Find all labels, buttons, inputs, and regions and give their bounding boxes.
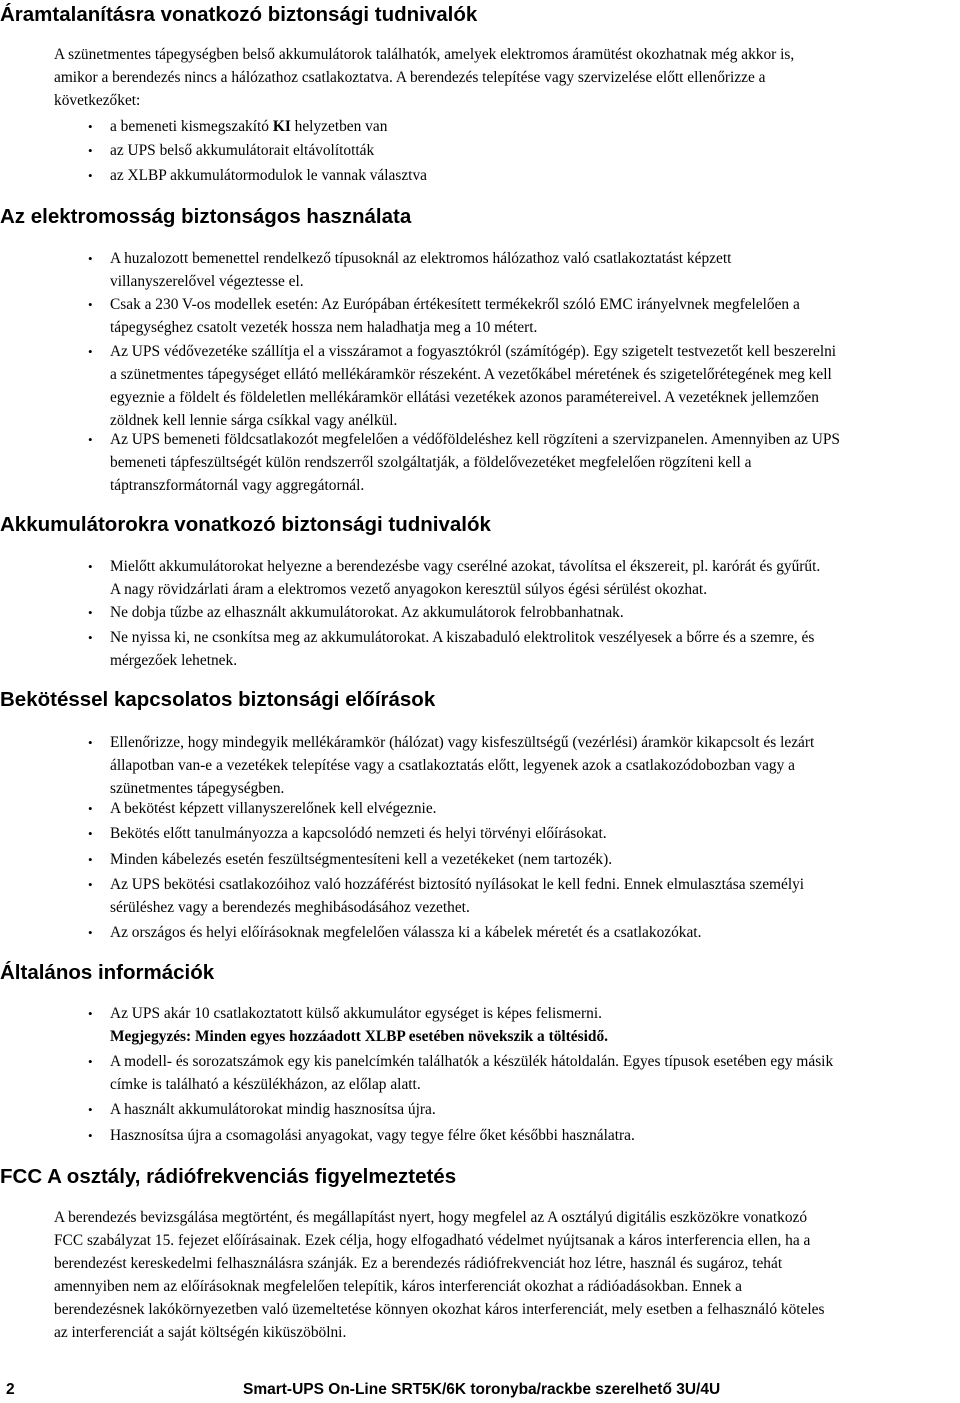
text-line: A nagy rövidzárlati áram a elektromos vezető anyagokon keresztül súlyos égési sérülést okozhat. [110,581,708,598]
text-line: A szünetmentes tápegységben belső akkumulátorok találhatók, amelyek elektromos áramütést okozhatnak még akkor is, [54,46,795,63]
text-line: A berendezés bevizsgálása megtörtént, és megállapítást nyert, hogy megfelel az A osztályú digitális eszközökre vonatkozó [54,1209,808,1226]
list-item [110,848,960,871]
text-line: a szünetmentes tápegységet ellátó mellékáramkör részeként. A vezetőkábel méretének és szigetelőrétegének meg kell [110,366,832,383]
text-line: • A használt akkumulátorokat mindig hasznosítsa újra. [110,1101,436,1118]
list-item [110,555,960,601]
list-item [110,731,960,800]
text-line: • Ne dobja tűzbe az elhasznált akkumulátorokat. Az akkumulátorok felrobbanhatnak. [110,604,624,621]
list-item [110,115,960,138]
list-item [110,428,960,497]
section-title-electrical: Az elektromosság biztonságos használata [0,205,412,228]
fcc-paragraph [54,1206,960,1344]
text-line: amikor a berendezés nincs a hálózathoz csatlakoztatva. A berendezés telepítése vagy szervizelése előtt ellenőrizze a [54,69,766,86]
text-line: berendezést kereskedelmi felhasználásra szánják. Ez a berendezés rádiófrekvenciát hoz létre, használ és sugároz, tehát [54,1255,783,1272]
text-line: berendezésnek lakókörnyezetben való üzemeltetése könnyen okozhat káros interferenciát, mely esetben a felhasználó köteles [54,1301,825,1318]
text-line: bemeneti tápfeszültségét külön rendszerről szolgáltatják, a földelővezetéket megfelelően rögzíteni kell a [110,454,752,471]
list-item: • az XLBP akkumulátormodulok le vannak választva [110,164,960,187]
footer-title: Smart-UPS On-Line SRT5K/6K toronyba/rackbe szerelhető 3U/4U [243,1381,721,1398]
list-item [110,247,960,293]
text-line: FCC szabályzat 15. fejezet előírásainak. Ezek célja, hogy elfogadható védelmet nyújtsanak a káros interferencia ellen, ha a [54,1232,811,1249]
text-line: az interferenciát a saját költségén kiküszöbölni. [54,1324,347,1341]
text-line: • Az UPS bekötési csatlakozóihoz való hozzáférést biztosító nyílásokat le kell fedni. Ennek elmulasztása személyi [110,876,805,893]
list-item [110,1002,960,1048]
xlbp-note: Megjegyzés: Minden egyes hozzáadott XLBP esetében növekszik a töltésidő. [110,1028,608,1045]
text-line: következőket: [54,92,141,109]
text-line: • Az országos és helyi előírásoknak megfelelően válassza ki a kábelek méretét és a csatlakozókat. [110,924,702,941]
section-title-power: Áramtalanításra vonatkozó biztonsági tudnivalók [0,3,478,26]
list-item: • az UPS belső akkumulátorait eltávolították [110,139,960,162]
list-item [110,797,960,820]
list-item [110,921,960,944]
section-title-general: Általános információk [0,961,215,984]
text-line: • Az UPS bemeneti földcsatlakozót megfelelően a védőföldeléshez kell rögzíteni a szervizpanelen. Amennyiben az UPS [110,431,840,448]
text-line: sérüléshez vagy a berendezés meghibásodásához vezethet. [110,899,470,916]
text-line: zöldnek kell lennie sárga csíkkal vagy anélkül. [110,412,398,429]
list-item [110,601,960,624]
text-line: villanyszerelővel végeztesse el. [110,273,304,290]
list-item [110,293,960,339]
text-line: • Mielőtt akkumulátorokat helyezne a berendezésbe vagy cserélné azokat, távolítsa el ékszereit, pl. karórát és gyűrűt. [110,558,821,575]
text-line: • Az UPS védővezetéke szállítja el a visszáramot a fogyasztókról (számítógép). Egy szigetelt testvezetőt kell beszerelni [110,343,837,360]
list-item [110,822,960,845]
list-item [110,340,960,432]
text-line: • Ellenőrizze, hogy mindegyik mellékáramkör (hálózat) vagy kisfeszültségű (vezérlési) áramkör kikapcsolt és lezárt [110,734,815,751]
text-line: • Bekötés előtt tanulmányozza a kapcsolódó nemzeti és helyi törvényi előírásokat. [110,825,607,842]
text-line: szünetmentes tápegységben. [110,780,285,797]
text-line: táptranszformátornál vagy aggregátornál. [110,477,365,494]
text-run: helyzetben van [290,118,388,135]
text-line: mérgezőek lehetnek. [110,652,238,669]
breaker-off-label: KI [272,118,291,135]
list-item [110,1098,960,1121]
text-line: egyeznie a földelt és földeletlen mellékáramkör ellátási vezetékek azonos paramétereivel. A vezetéknek jellemzően [110,389,819,406]
text-line: • A huzalozott bemenettel rendelkező típusoknál az elektromos hálózathoz való csatlakoztatást képzett [110,250,732,267]
text-line: • Minden kábelezés esetén feszültségmentesíteni kell a vezetékeket (nem tartozék). [110,851,613,868]
text-run: a bemeneti kismegszakító [110,118,273,135]
list-item [110,626,960,672]
power-intro [54,43,960,112]
text-line: • Hasznosítsa újra a csomagolási anyagokat, vagy tegye félre őket későbbi használatra. [110,1127,635,1144]
list-item [110,1050,960,1096]
list-item [110,1124,960,1147]
text-line: • A bekötést képzett villanyszerelőnek kell elvégeznie. [110,800,437,817]
section-title-battery: Akkumulátorokra vonatkozó biztonsági tudnivalók [0,513,491,536]
text-line: • A modell- és sorozatszámok egy kis panelcímkén találhatók a készülék hátoldalán. Egyes típusok esetében egy másik [110,1053,834,1070]
text-line: címke is található a készülékházon, az előlap alatt. [110,1076,421,1093]
text-line: • Csak a 230 V-os modellek esetén: Az Európában értékesített termékekről szóló EMC irányelvnek megfelelően a [110,296,800,313]
section-title-fcc: FCC A osztály, rádiófrekvenciás figyelmeztetés [0,1165,457,1188]
section-title-wiring: Bekötéssel kapcsolatos biztonsági előírások [0,688,436,711]
text-line: • Az UPS akár 10 csatlakoztatott külső akkumulátor egységet is képes felismerni. [110,1005,602,1022]
list-item [110,873,960,919]
text-line: állapotban van-e a vezetékek telepítése vagy a csatlakoztatás előtt, legyenek azok a csatlakozódobozban vagy a [110,757,795,774]
text-line: amennyiben nem az előírásoknak megfelelően telepítik, káros interferenciát okozhat a rádióadásokban. Ennek a [54,1278,743,1295]
text-line: tápegységhez csatolt vezeték hossza nem haladhatja meg a 10 métert. [110,319,538,336]
page-number: 2 [6,1381,15,1398]
text-line: • Ne nyissa ki, ne csonkítsa meg az akkumulátorokat. A kiszabaduló elektrolitok veszélyesek a bőrre és a szemre, és [110,629,815,646]
